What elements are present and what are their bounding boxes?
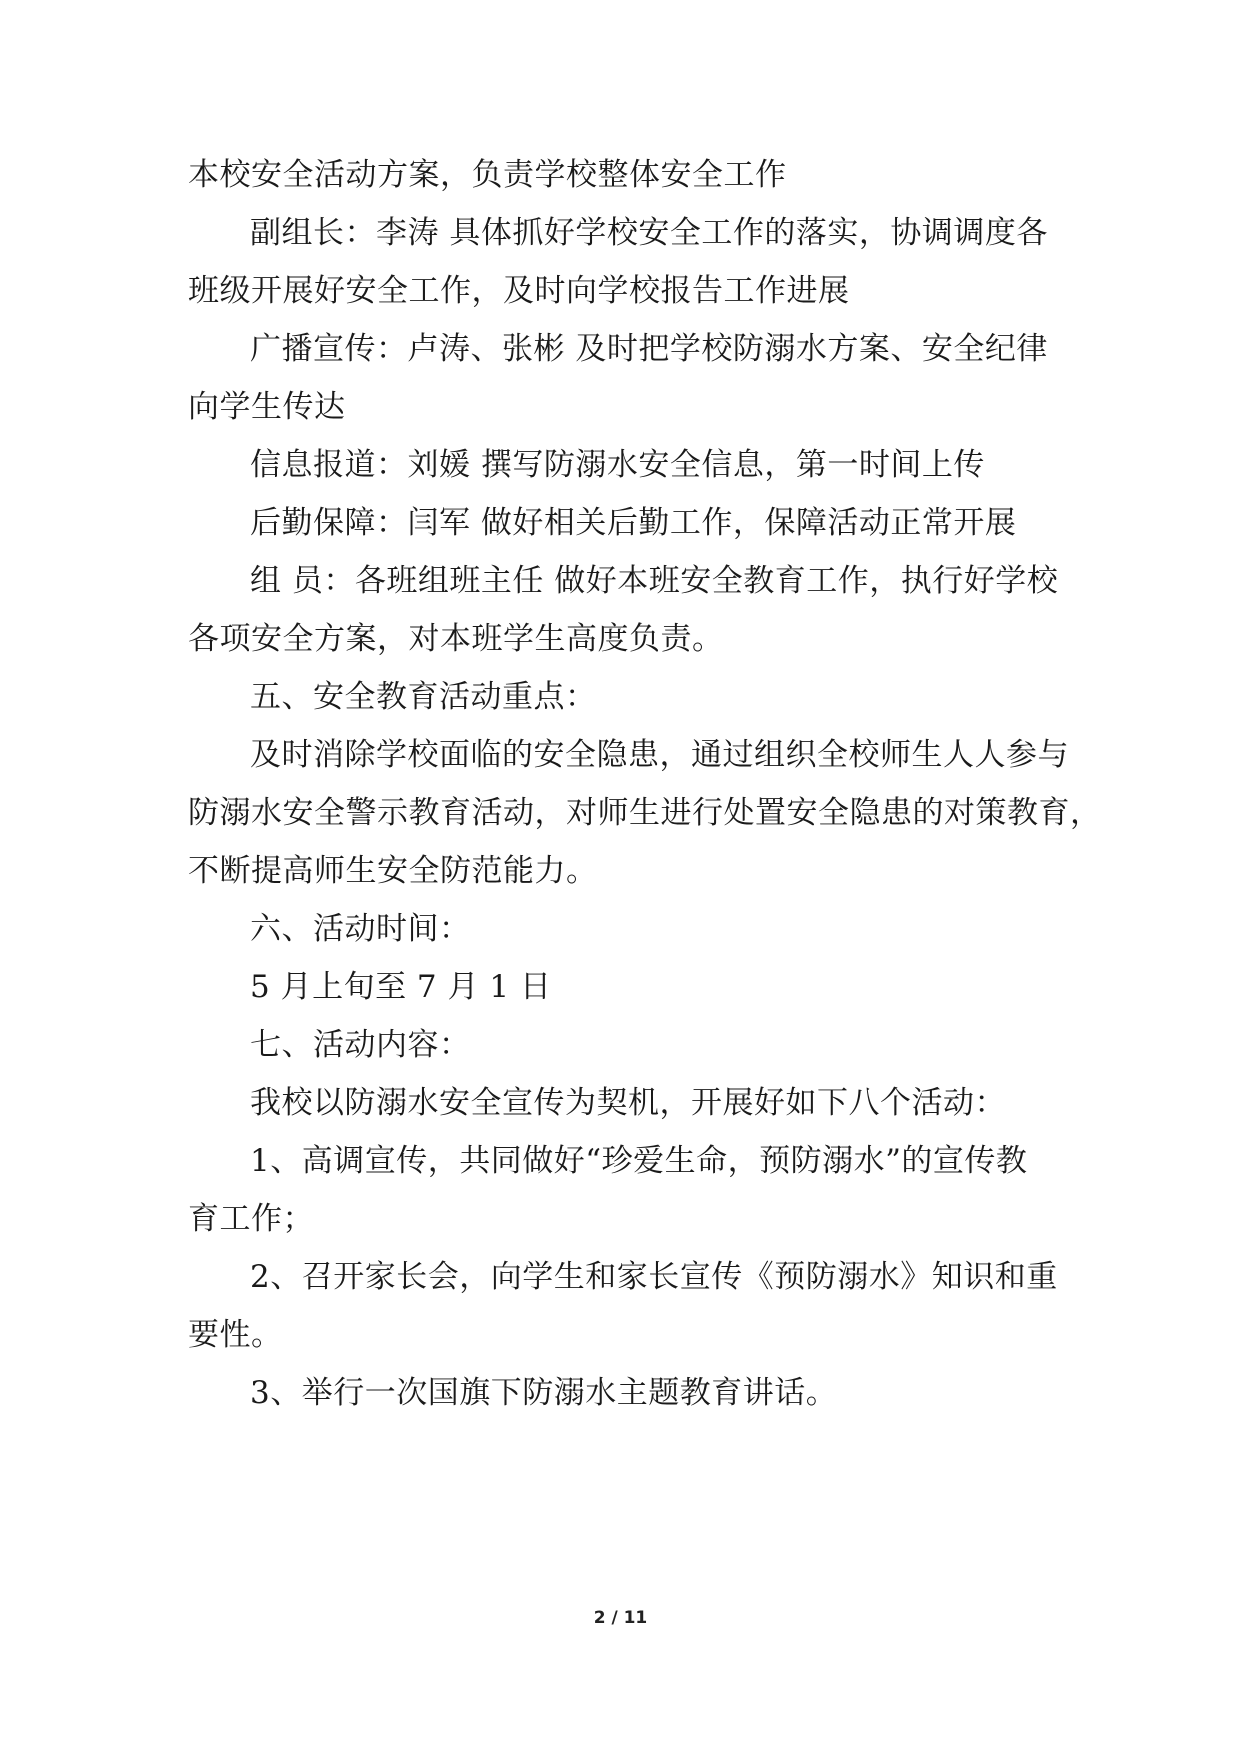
text-line: 要性。 — [188, 1317, 283, 1353]
text-line: 不断提高师生安全防范能力。 — [188, 853, 598, 889]
text-line: 各项安全方案，对本班学生高度负责。 — [188, 621, 724, 657]
text-line: 副组长：李涛 具体抓好学校安全工作的落实，协调调度各 — [250, 215, 1048, 251]
text-line: 后勤保障：闫军 做好相关后勤工作，保障活动正常开展 — [250, 505, 1017, 541]
text-line: 防溺水安全警示教育活动，对师生进行处置安全隐患的对策教育， — [188, 795, 1102, 831]
list-item: 1、高调宣传，共同做好“珍爱生命，预防溺水”的宣传教 — [250, 1143, 1028, 1179]
section-heading: 五、安全教育活动重点： — [250, 679, 597, 715]
text-line: 班级开展好安全工作，及时向学校报告工作进展 — [188, 273, 850, 309]
list-item: 2、召开家长会，向学生和家长宣传《预防溺水》知识和重 — [250, 1259, 1058, 1295]
text-line: 组 员：各班组班主任 做好本班安全教育工作，执行好学校 — [250, 563, 1059, 599]
text-line: 本校安全活动方案，负责学校整体安全工作 — [188, 157, 787, 193]
text-line: 我校以防溺水安全宣传为契机，开展好如下八个活动： — [250, 1085, 1006, 1121]
text-line: 广播宣传：卢涛、张彬 及时把学校防溺水方案、安全纪律 — [250, 331, 1048, 367]
list-item: 3、举行一次国旗下防溺水主题教育讲话。 — [250, 1375, 838, 1411]
text-line: 5 月上旬至 7 月 1 日 — [250, 969, 552, 1005]
text-line: 及时消除学校面临的安全隐患，通过组织全校师生人人参与 — [250, 737, 1069, 773]
text-line: 向学生传达 — [188, 389, 346, 425]
page-number: 2 / 11 — [593, 1608, 648, 1628]
section-heading: 六、活动时间： — [250, 911, 471, 947]
section-heading: 七、活动内容： — [250, 1027, 471, 1063]
text-line: 信息报道：刘媛 撰写防溺水安全信息，第一时间上传 — [250, 447, 985, 483]
text-line: 育工作； — [188, 1201, 314, 1237]
